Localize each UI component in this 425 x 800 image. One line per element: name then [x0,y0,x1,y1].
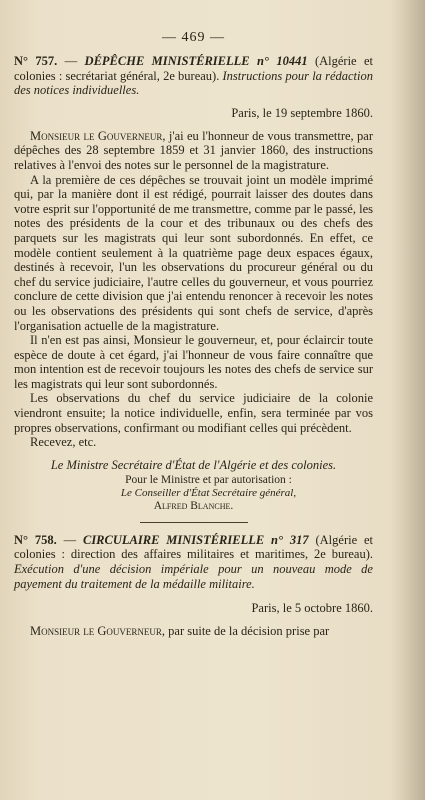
doc2-title: CIRCULAIRE MINISTÉRIELLE n° 317 [82,532,309,547]
doc1-signature-secretary: Le Conseiller d'État Secrétaire général, [120,486,297,499]
doc1-title: DÉPÊCHE MINISTÉRIELLE n° 10441 [84,54,308,68]
doc1-paragraph-1 [14,129,373,173]
doc1-date: Paris, le 19 septembre 1860. [231,105,373,120]
page-number: — 469 — [162,30,225,45]
doc1-subject: Instructions pour la rédaction des notices individuelles. [14,68,373,98]
doc1-signature-authorisation: Pour le Ministre et par autorisation : [125,473,292,486]
doc2-salutation: Monsieur le Gouverneur, [30,624,166,639]
doc2-date: Paris, le 5 octobre 1860. [251,601,373,616]
doc1-closing: Recevez, etc. [30,435,97,450]
doc2-paragraph-1-text: par suite de la décision prise par [165,624,330,639]
doc1-signature-name: Alfred Blanche. [153,499,234,512]
section-divider [140,522,248,523]
doc2-subject: Exécution d'une décision impériale pour un nouveau mode de payement du traitement de la médaille militaire. [14,562,373,591]
doc2-dash: — [56,532,83,547]
doc1-heading [14,54,373,98]
doc1-paragraph-4: Les observations du chef du service judiciaire de la colonie viendront ensuite; la notice individuelle, enfin, sera terminée par vos propres observations, confirmant ou modifiant celles qui précèdent. [14,391,373,435]
doc2-number: N° 758. [14,532,57,547]
doc2-heading [14,533,373,591]
doc1-recipient: (Algérie et colonies : secrétariat général, 2e bureau). [14,54,373,83]
doc1-signature-minister: Le Ministre Secrétaire d'État de l'Algérie et des colonies. [50,457,337,472]
doc1-paragraph-2: A la première de ces dépêches se trouvait joint un modèle imprimé qui, par la manière dont il est rédigé, pourrait laisser des doutes dans votre esprit sur l'opportunité de me transmettre, comme par le passé, les notes des présidents de la cour et des tribunaux ou des chefs des parquets sur les magistrats qui leur sont subordonnés. En effet, ce modèle contient seulement à la quatrième page deux espaces égaux, destinés à recevoir, l'un les observations du procureur général ou du chef du service judiciaire, l'autre celles du gouverneur, et vous pourriez conclure de cette division que j'ai entendu renoncer à recevoir les notes ou les observations des présidents qui sont chefs de service, d'après l'organisation actuelle de la magistrature. [14,172,373,333]
doc2-paragraph-1 [14,624,373,639]
doc1-paragraph-1-text: j'ai eu l'honneur de vous transmettre, par dépêches des 28 septembre 1859 et 31 janvier 1860, des instructions relatives à l'envoi des notes sur le personnel de la magistrature. [14,128,373,172]
doc1-number: N° 757. [14,54,58,68]
doc1-salutation: Monsieur le Gouverneur, [30,128,166,143]
doc1-paragraph-3: Il n'en est pas ainsi, Monsieur le gouverneur, et, pour éclaircir toute espèce de doute à cet égard, j'ai l'honneur de vous faire connaître que mon intention est de recevoir toujours les notes des chefs de service sur les magistrats qui leur sont subordonnés. [14,333,373,391]
doc1-dash: — [57,54,85,68]
doc2-recipient: (Algérie et colonies : direction des affaires militaires et maritimes, 2e bureau). [14,532,374,562]
